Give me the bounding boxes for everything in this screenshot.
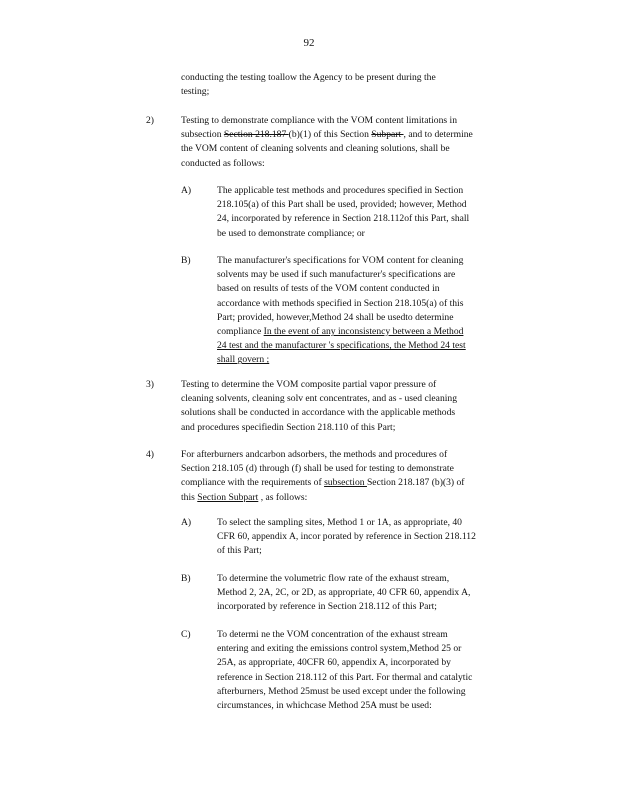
item-marker: 4) <box>146 449 154 460</box>
text-line <box>217 699 535 713</box>
text-line <box>217 297 535 311</box>
text-line <box>181 378 531 392</box>
text-line <box>181 448 531 462</box>
text-line <box>217 311 535 325</box>
text-line <box>217 353 535 367</box>
text-run: compliance <box>217 326 264 338</box>
text-run: CFR 60, appendix A, incor porated by reference in Section 218.112 <box>217 531 476 543</box>
subitem-marker: B) <box>181 255 191 266</box>
text-run: Part; provided, however,Method 24 shall be usedto determine <box>217 311 454 323</box>
text-run: be used to demonstrate compliance; or <box>217 227 365 239</box>
struck-text: Section 218.187 <box>223 129 289 141</box>
text-line <box>217 254 535 268</box>
text-run: 25A, as appropriate, 40CFR 60, appendix A, incorporated by <box>217 657 451 669</box>
text-run: reference in Section 218.112 of this Part. For thermal and catalytic <box>217 671 473 683</box>
text-run: Section 218.187 (b)(3) of <box>366 477 465 489</box>
text-run: Testing to demonstrate compliance with the VOM content limitations in <box>181 115 457 126</box>
text-line <box>217 642 535 656</box>
underlined-text: shall govern ; <box>217 354 270 366</box>
text-run: (b)(1) of this Section <box>288 129 372 141</box>
text-run: solvents may be used if such manufacturer's specifications are <box>217 269 456 281</box>
item-paragraph <box>181 378 531 435</box>
struck-text: Subpart <box>371 129 404 141</box>
subitem-paragraph <box>217 184 535 241</box>
item-paragraph <box>181 114 531 171</box>
item-paragraph <box>181 448 531 505</box>
text-run: , and to determine <box>403 129 473 141</box>
text-run: conducting the testing toallow the Agency to be present during the <box>181 72 436 83</box>
text-run: compliance with the requirements of <box>181 477 325 489</box>
text-line <box>181 128 531 142</box>
subitem-paragraph <box>217 254 535 368</box>
text-run: subsection <box>181 129 224 141</box>
text-line <box>217 572 535 586</box>
text-run: cleaning solvents, cleaning solv ent concentrates, and as - used cleaning <box>181 393 457 405</box>
underlined-text: Section Subpart <box>197 491 259 503</box>
item-marker: 2) <box>146 115 154 126</box>
text-run: Method 2, 2A, 2C, or 2D, as appropriate, 40 CFR 60, appendix A, <box>217 587 471 599</box>
text-line <box>217 685 535 699</box>
text-line <box>181 476 531 490</box>
text-line <box>217 586 535 600</box>
text-run: To determi ne the VOM concentration of the exhaust stream <box>217 629 448 640</box>
text-line <box>217 282 535 296</box>
text-run: incorporated by reference in Section 218.112 of this Part; <box>217 601 437 613</box>
underlined-text: 24 test and the manufacturer 's specifications, the Method 24 test <box>217 340 466 352</box>
text-run: , as follows: <box>258 491 308 503</box>
text-line <box>217 544 535 558</box>
text-run: this <box>181 491 198 503</box>
text-line <box>181 392 531 406</box>
subitem-paragraph <box>217 516 535 559</box>
text-run: 24, incorporated by reference in Section 218.112of this Part, shall <box>217 213 470 225</box>
subitem-marker: C) <box>181 629 191 640</box>
subitem-paragraph <box>217 628 535 713</box>
text-run: circumstances, in whichcase Method 25A must be used: <box>217 700 432 712</box>
text-line <box>217 628 535 642</box>
subitem-marker: B) <box>181 573 191 584</box>
text-run: conducted as follows: <box>181 157 265 169</box>
text-line <box>217 656 535 670</box>
text-line <box>217 325 535 339</box>
text-run: of this Part; <box>217 545 262 557</box>
text-run: The manufacturer's specifications for VOM content for cleaning <box>217 255 464 266</box>
text-line <box>181 114 531 128</box>
text-line <box>181 421 531 435</box>
subitem-paragraph <box>217 572 535 615</box>
text-line <box>181 491 531 505</box>
text-run: Section 218.105 (d) through (f) shall be used for testing to demonstrate <box>181 463 454 475</box>
subitem-marker: A) <box>181 517 192 528</box>
text-run: To select the sampling sites, Method 1 or 1A, as appropriate, 40 <box>217 517 462 528</box>
text-run: 218.105(a) of this Part shall be used, provided; however, Method <box>217 199 467 211</box>
text-run: the VOM content of cleaning solvents and cleaning solutions, shall be <box>181 143 450 155</box>
text-run: For afterburners andcarbon adsorbers, the methods and procedures of <box>181 449 448 460</box>
text-line <box>217 212 535 226</box>
text-run: testing; <box>181 86 210 98</box>
text-run: based on results of tests of the VOM content conducted in <box>217 283 440 295</box>
text-line <box>181 71 511 85</box>
text-line <box>181 142 531 156</box>
item-marker: 3) <box>146 379 154 390</box>
text-line <box>217 227 535 241</box>
text-line <box>217 600 535 614</box>
text-run: afterburners, Method 25must be used except under the following <box>217 685 466 697</box>
text-line <box>217 339 535 353</box>
text-line <box>217 671 535 685</box>
text-run: accordance with methods specified in Section 218.105(a) of this <box>217 297 464 309</box>
intro-paragraph <box>181 71 511 99</box>
text-run: Testing to determine the VOM composite partial vapor pressure of <box>181 379 437 390</box>
text-line <box>217 268 535 282</box>
text-line <box>181 406 531 420</box>
text-run: solutions shall be conducted in accordance with the applicable methods <box>181 407 456 419</box>
text-line <box>181 157 531 171</box>
text-line <box>181 462 531 476</box>
text-run: and procedures specifiedin Section 218.110 of this Part; <box>181 421 396 433</box>
page-number: 92 <box>303 37 315 49</box>
text-line <box>217 184 535 198</box>
text-run: The applicable test methods and procedures specified in Section <box>217 185 464 196</box>
text-run: To determine the volumetric flow rate of the exhaust stream, <box>217 573 450 584</box>
underlined-text: In the event of any inconsistency between a Method <box>263 326 464 338</box>
text-line <box>217 516 535 530</box>
underlined-text: subsection <box>324 477 367 489</box>
text-run: entering and exiting the emissions control system,Method 25 or <box>217 643 462 655</box>
text-line <box>217 198 535 212</box>
text-line <box>217 530 535 544</box>
text-line <box>181 85 511 99</box>
subitem-marker: A) <box>181 185 192 196</box>
